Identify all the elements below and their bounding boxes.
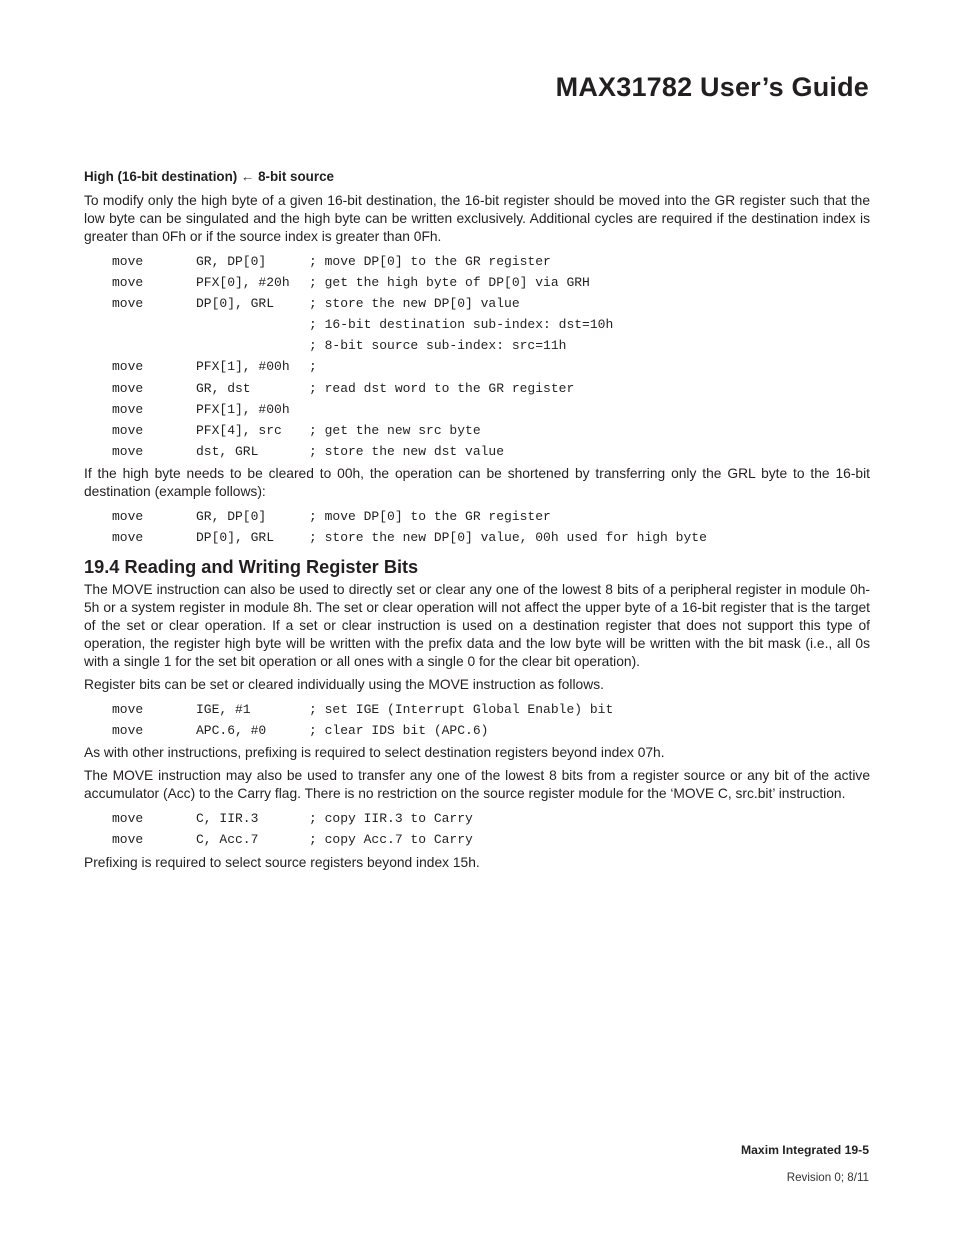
code-operands: GR, dst <box>196 380 251 396</box>
code-operands: PFX[1], #00h <box>196 401 290 417</box>
code-line <box>84 720 870 741</box>
code-opcode: move <box>112 530 144 546</box>
code-comment: ; store the new DP[0] value, 00h used for high byte <box>309 530 707 546</box>
footer-revision: Revision 0; 8/11 <box>786 1171 869 1184</box>
code-line <box>84 335 870 356</box>
code-comment: ; store the new dst value <box>309 443 505 459</box>
code-opcode: move <box>112 422 144 438</box>
paragraph-register-bits: Register bits can be set or cleared individually using the MOVE instruction as follows. <box>84 677 604 693</box>
code-block <box>84 699 870 741</box>
code-comment: ; read dst word to the GR register <box>309 380 575 396</box>
code-opcode: move <box>112 832 144 848</box>
code-line <box>84 293 870 314</box>
code-operands: PFX[4], src <box>196 422 282 438</box>
code-line <box>84 356 870 377</box>
code-comment: ; set IGE (Interrupt Global Enable) bit <box>309 702 614 718</box>
code-opcode: move <box>112 702 144 718</box>
code-line <box>84 808 870 829</box>
code-operands: PFX[0], #20h <box>196 275 290 291</box>
code-line <box>84 527 870 548</box>
code-comment: ; clear IDS bit (APC.6) <box>309 723 489 739</box>
code-line <box>84 314 870 335</box>
document-title: MAX31782 User’s Guide <box>555 72 869 102</box>
code-operands: DP[0], GRL <box>196 530 275 546</box>
paragraph-carry-flag: The MOVE instruction may also be used to transfer any one of the lowest 8 bits from a register source or any bit of the active accumulator (Acc) to the Carry flag. There is no restriction on the source register module for the ‘MOVE C, src.bit’ instruction. <box>84 768 870 802</box>
paragraph-prefixing-destination: As with other instructions, prefixing is required to select destination registers beyond index 07h. <box>84 745 665 761</box>
code-opcode: move <box>112 401 144 417</box>
code-line <box>84 378 870 399</box>
code-line <box>84 506 870 527</box>
code-line <box>84 420 870 441</box>
paragraph-prefixing-source: Prefixing is required to select source registers beyond index 15h. <box>84 854 480 870</box>
paragraph-high-byte-intro: To modify only the high byte of a given 16-bit destination, the 16-bit register should be moved into the GR register such that the low byte can be singulated and the high byte can be written exclusively. Additional cycles are required if the destination index is greater than 0Fh or if the source index is greater than 0Fh. <box>84 193 870 244</box>
code-line <box>84 441 870 462</box>
code-opcode: move <box>112 811 144 827</box>
code-comment: ; copy Acc.7 to Carry <box>309 832 473 848</box>
code-opcode: move <box>112 296 144 312</box>
code-operands: APC.6, #0 <box>196 723 267 739</box>
code-block <box>84 506 870 548</box>
code-opcode: move <box>112 723 144 739</box>
code-comment: ; 8-bit source sub-index: src=11h <box>309 338 567 354</box>
code-comment: ; <box>309 359 317 375</box>
code-comment: ; move DP[0] to the GR register <box>309 254 551 269</box>
code-opcode: move <box>112 359 144 375</box>
code-comment: ; get the new src byte <box>309 422 481 438</box>
code-opcode: move <box>112 254 144 269</box>
code-operands: GR, DP[0] <box>196 254 267 269</box>
code-operands: dst, GRL <box>196 443 259 459</box>
code-comment: ; copy IIR.3 to Carry <box>309 811 473 827</box>
section-heading-19-4: 19.4 Reading and Writing Register Bits <box>84 557 419 578</box>
paragraph-move-set-clear: The MOVE instruction can also be used to directly set or clear any one of the lowest 8 bits of a peripheral register in module 0h-5h or a system register in module 8h. The set or clear operation will not affect the upper byte of a 16-bit register that is the target of the set or clear operation. If a set or clear instruction is used on a destination register that does not support this type of operation, the register high byte will be written with the prefix data and the low byte will be written with the bit mask (i.e., all 0s with a single 1 for the set bit operation or all ones with a single 0 for the clear bit operation). <box>84 582 870 670</box>
code-operands: GR, DP[0] <box>196 508 267 524</box>
subheading-high-byte: High (16-bit destination) ← 8-bit source <box>84 169 334 184</box>
code-line <box>84 699 870 720</box>
code-opcode: move <box>112 443 144 459</box>
code-operands: C, IIR.3 <box>196 811 259 827</box>
code-block <box>84 251 870 462</box>
code-operands: DP[0], GRL <box>196 296 275 312</box>
code-operands: C, Acc.7 <box>196 832 259 848</box>
code-comment: ; get the high byte of DP[0] via GRH <box>309 275 590 291</box>
code-opcode: move <box>112 508 144 524</box>
code-opcode: move <box>112 275 144 291</box>
code-operands: PFX[1], #00h <box>196 359 290 375</box>
paragraph-clear-high-byte: If the high byte needs to be cleared to 00h, the operation can be shortened by transferring only the GRL byte to the 16-bit destination (example follows): <box>84 465 870 499</box>
code-comment: ; move DP[0] to the GR register <box>309 508 551 524</box>
code-line <box>84 829 870 850</box>
code-comment: ; 16-bit destination sub-index: dst=10h <box>309 317 614 333</box>
code-operands: IGE, #1 <box>196 702 251 718</box>
footer-company-page: Maxim Integrated 19-5 <box>740 1143 869 1157</box>
code-opcode: move <box>112 380 144 396</box>
code-line <box>84 399 870 420</box>
code-block <box>84 808 870 850</box>
code-line <box>84 272 870 293</box>
page-content <box>84 168 870 877</box>
code-line <box>84 251 870 272</box>
code-comment: ; store the new DP[0] value <box>309 296 520 312</box>
